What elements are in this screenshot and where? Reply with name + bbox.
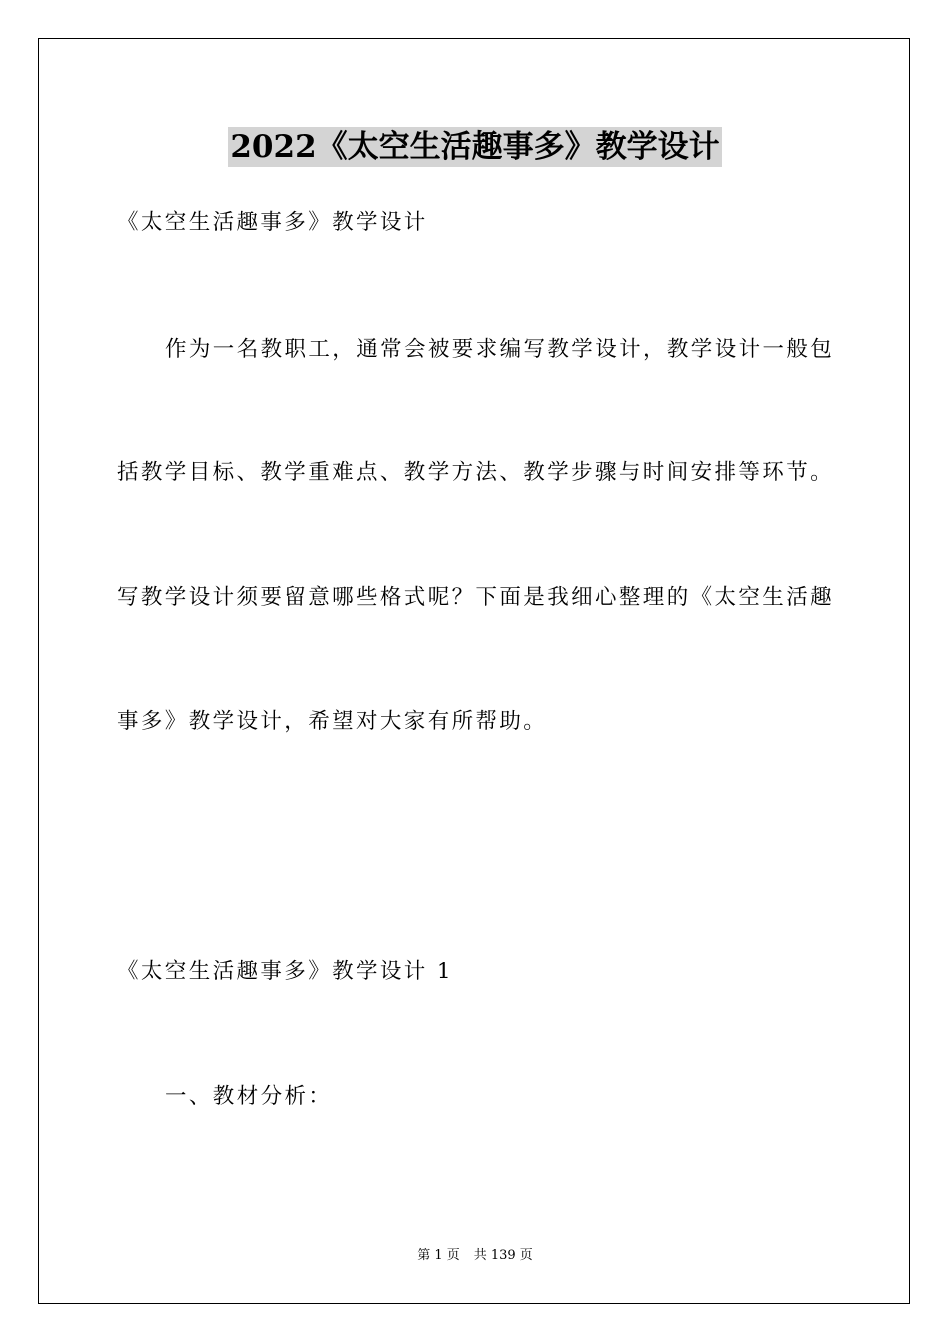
intro-line-3: 写教学设计须要留意哪些格式呢？下面是我细心整理的《太空生活趣 — [117, 585, 835, 610]
intro-line-1: 作为一名教职工，通常会被要求编写教学设计，教学设计一般包 — [165, 337, 835, 362]
section-title: 《太空生活趣事多》教学设计 1 — [117, 959, 454, 984]
title-container — [0, 127, 950, 167]
page-footer — [0, 1247, 950, 1265]
document-title: 2022《太空生活趣事多》教学设计 — [230, 129, 720, 165]
page-total: 共 139 页 — [473, 1248, 533, 1263]
intro-line-4: 事多》教学设计，希望对大家有所帮助。 — [117, 709, 548, 734]
section-heading: 一、教材分析： — [165, 1084, 333, 1109]
intro-line-2: 括教学目标、教学重难点、教学方法、教学步骤与时间安排等环节。 — [117, 460, 835, 485]
page-number: 第 1 页 — [417, 1248, 460, 1263]
document-subtitle: 《太空生活趣事多》教学设计 — [117, 210, 428, 235]
